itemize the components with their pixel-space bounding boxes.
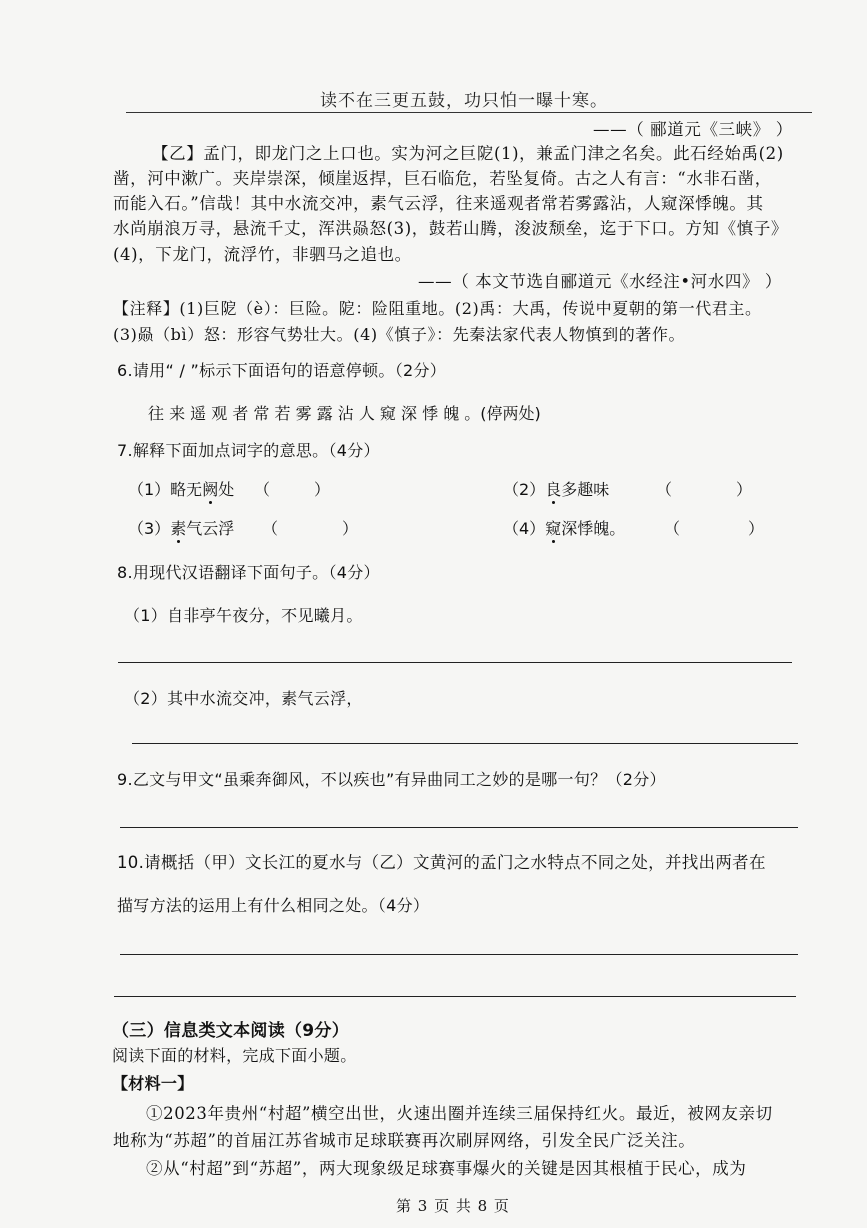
material-1-label: 【材料一】	[112, 1074, 194, 1093]
answer-paren-open-2: （	[656, 480, 673, 499]
passage-jia-attribution: ——（ 郦道元《三峡》 ）	[593, 120, 793, 139]
question-6-sentence: 往 来 遥 观 者 常 若 雾 露 沾 人 窥 深 悸 魄 。(停两处)	[148, 404, 541, 423]
material-1-line-2: 地称为“苏超”的首届江苏省城市足球联赛再次刷屏网络，引发全民广泛关注。	[113, 1131, 696, 1150]
notes-line-2: (3)赑（bì）怒：形容气势壮大。(4)《慎子》：先秦法家代表人物慎到的著作。	[113, 325, 686, 344]
material-1-line-1: ①2023年贵州“村超”横空出世，火速出圈并连续三届保持红火。最近，被网友亲切	[146, 1104, 773, 1123]
dotted-char: 窥	[545, 519, 562, 538]
passage-yi-line-1: 【乙】孟门，即龙门之上口也。实为河之巨阸(1)，兼孟门津之名矣。此石经始禹(2)	[152, 144, 784, 163]
passage-yi-line-2: 凿，河中漱广。夹岸崇深，倾崖返捍，巨石临危，若坠复倚。古之人有言：“水非石凿，	[113, 169, 772, 188]
answer-paren-close-4: ）	[748, 519, 765, 538]
question-8-prompt: 8.用现代汉语翻译下面句子。（4分）	[117, 563, 380, 582]
question-8-item-2: （2）其中水流交冲，素气云浮，	[124, 689, 363, 708]
answer-line-q8-1[interactable]	[118, 662, 792, 663]
answer-paren-close-1: ）	[314, 480, 331, 499]
section-3-title: （三）信息类文本阅读（9分）	[112, 1021, 350, 1041]
answer-line-q8-2[interactable]	[132, 743, 798, 744]
answer-line-q10-1[interactable]	[120, 954, 798, 955]
header-divider	[126, 112, 812, 113]
dotted-char: 阙	[202, 480, 219, 499]
question-7-item-4: （4）窥深悸魄。	[503, 519, 626, 538]
question-10-line-1: 10.请概括（甲）文长江的夏水与（乙）文黄河的孟门之水特点不同之处，并找出两者在	[117, 853, 766, 872]
question-7-item-1: （1）略无阙处	[128, 480, 235, 499]
answer-paren-open-4: （	[664, 519, 681, 538]
answer-line-q10-2[interactable]	[114, 996, 796, 997]
page-number: 第 3 页 共 8 页	[396, 1197, 510, 1215]
dotted-char: 良	[545, 480, 562, 499]
question-9-prompt: 9.乙文与甲文“虽乘奔御风，不以疾也”有异曲同工之妙的是哪一句？（2分）	[117, 770, 666, 789]
answer-line-q9[interactable]	[120, 827, 798, 828]
answer-paren-close-3: ）	[342, 519, 359, 538]
answer-paren-open-1: （	[254, 480, 271, 499]
passage-yi-line-3: 而能入石。”信哉！其中水流交冲，素气云浮，往来遥观者常若雾露沾，人窥深悸魄。其	[113, 194, 764, 213]
material-1-line-3: ②从“村超”到“苏超”，两大现象级足球赛事爆火的关键是因其根植于民心，成为	[146, 1159, 747, 1178]
page-header-motto: 读不在三更五鼓，功只怕一曝十寒。	[320, 91, 608, 111]
question-7-prompt: 7.解释下面加点词字的意思。（4分）	[117, 441, 380, 460]
answer-paren-open-3: （	[262, 519, 279, 538]
dotted-char: 素	[170, 519, 187, 538]
question-7-item-2: （2）良多趣味	[503, 480, 610, 499]
notes-line-1: 【注释】(1)巨阸（è）：巨险。阸：险阻重地。(2)禹：大禹，传说中夏朝的第一代君主。	[113, 299, 762, 318]
passage-yi-line-5: (4)，下龙门，流浮竹，非驷马之追也。	[113, 245, 412, 264]
question-7-item-3: （3）素气云浮	[128, 519, 235, 538]
question-8-item-1: （1）自非亭午夜分，不见曦月。	[124, 606, 363, 625]
passage-yi-attribution: ——（ 本文节选自郦道元《水经注•河水四》 ）	[418, 272, 783, 291]
question-10-line-2: 描写方法的运用上有什么相同之处。（4分）	[117, 896, 430, 915]
passage-yi-line-4: 水尚崩浪万寻，悬流千丈，浑洪赑怒(3)，鼓若山腾，浚波颓垒，迄于下口。方知《慎子》	[113, 219, 788, 238]
question-6-prompt: 6.请用“ / ”标示下面语句的语意停顿。（2分）	[117, 361, 447, 380]
section-3-instruction: 阅读下面的材料，完成下面小题。	[112, 1046, 357, 1065]
answer-paren-close-2: ）	[736, 480, 753, 499]
